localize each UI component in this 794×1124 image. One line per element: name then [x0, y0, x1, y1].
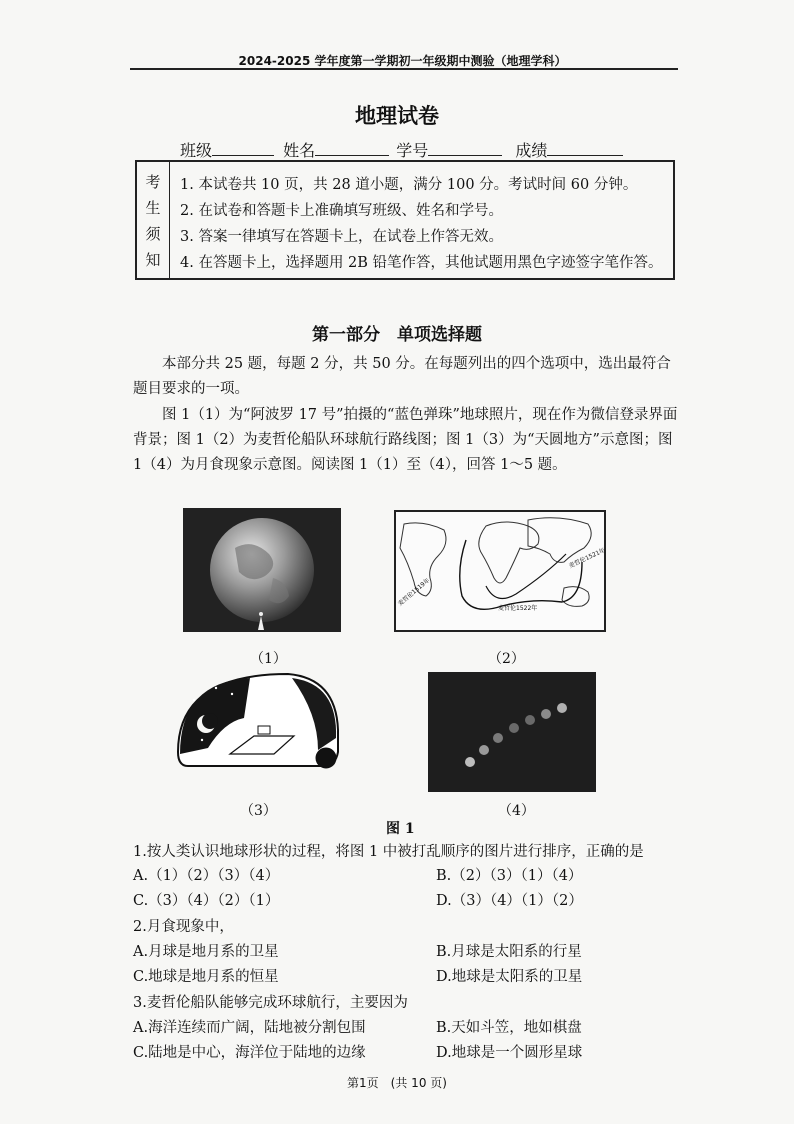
moon-phase	[509, 723, 519, 733]
notice-item: 2. 在试卷和答题卡上准确填写班级、姓名和学号。	[180, 203, 503, 219]
student-id-blank	[428, 141, 502, 156]
section-title: 第一部分 单项选择题	[312, 325, 482, 345]
question-3-option-a[interactable]: A.海洋连续而广阔，陆地被分割包围	[133, 1020, 366, 1036]
moon-phase	[525, 715, 535, 725]
question-2-option-c[interactable]: C.地球是地月系的恒星	[133, 969, 279, 985]
name-label: 姓名	[283, 141, 316, 160]
earth-photo-figure	[183, 508, 341, 632]
star-icon	[215, 687, 217, 689]
question-3-option-d[interactable]: D.地球是一个圆形星球	[436, 1045, 583, 1061]
star-icon	[231, 693, 233, 695]
map-frame	[395, 511, 605, 631]
notice-label-char: 须	[145, 224, 161, 243]
question-1-option-c[interactable]: C.（3）（4）（2）（1）	[133, 893, 280, 909]
notice-label-char: 考	[145, 172, 161, 191]
class-blank	[212, 141, 274, 156]
question-3-stem: 3.麦哲伦船队能够完成环球航行，主要因为	[133, 995, 408, 1011]
person-head	[259, 612, 263, 616]
notice-items	[170, 162, 673, 278]
moon-shadow	[202, 713, 218, 729]
notice-label	[137, 162, 170, 278]
figure-label-2: （2）	[488, 651, 525, 667]
notice-label-char: 生	[145, 198, 161, 217]
figure-label-3: （3）	[240, 803, 277, 819]
name-blank	[315, 141, 389, 156]
exam-notice-box	[135, 160, 675, 280]
section-instructions: 本部分共 25 题，每题 2 分，共 50 分。在每题列出的四个选项中，选出最符合题目要求的一项。	[133, 356, 671, 397]
notice-item: 3. 答案一律填写在答题卡上，在试卷上作答无效。	[180, 229, 503, 245]
figure-caption: 图 1	[386, 821, 415, 837]
score-blank	[547, 141, 623, 156]
moon-phase	[479, 745, 489, 755]
question-2-option-d[interactable]: D.地球是太阳系的卫星	[436, 969, 583, 985]
notice-item: 1. 本试卷共 10 页，共 28 道小题，满分 100 分。考试时间 60 分钟。	[180, 177, 638, 193]
tiny-house	[258, 726, 270, 734]
question-3-option-b[interactable]: B.天如斗笠，地如棋盘	[436, 1020, 582, 1036]
map-route-label-west: 麦哲伦1519年	[396, 576, 432, 608]
question-1-stem: 1.按人类认识地球形状的过程，将图 1 中被打乱顺序的图片进行排序，正确的是	[133, 844, 644, 860]
notice-item: 4. 在答题卡上，选择题用 2B 铅笔作答，其他试题用黑色字迹签字笔作答。	[180, 255, 663, 271]
moon-phase	[557, 703, 567, 713]
question-2-option-b[interactable]: B.月球是太阳系的行星	[436, 944, 582, 960]
question-2-stem: 2.月食现象中，	[133, 919, 234, 935]
student-info-row	[180, 138, 623, 161]
map-route-label-east: 麦哲伦1521年	[567, 546, 606, 570]
moon-phase	[493, 733, 503, 743]
class-label: 班级	[180, 141, 213, 160]
magellan-route-map	[394, 510, 606, 632]
question-2-option-a[interactable]: A.月球是地月系的卫星	[133, 944, 279, 960]
figure-intro: 图 1（1）为“阿波罗 17 号”拍摄的“蓝色弹珠”地球照片，现在作为微信登录界面背景；图 1（2）为麦哲伦船队环球航行路线图；图 1（3）为“天圆地方”示意图；图 1（4）为月食现象示意图。阅读图 1（1）至（4），回答 1～5 题。	[133, 407, 678, 473]
question-1-option-a[interactable]: A.（1）（2）（3）（4）	[133, 868, 280, 884]
round-sky-square-earth-figure	[172, 670, 342, 776]
page-footer: 第1页 (共 10 页)	[347, 1076, 447, 1090]
figure-label-4: （4）	[498, 803, 535, 819]
notice-label-char: 知	[145, 250, 161, 269]
lunar-eclipse-photo	[428, 672, 596, 792]
header-rule	[130, 68, 678, 70]
figure-label-1: （1）	[250, 651, 287, 667]
question-3-option-c[interactable]: C.陆地是中心，海洋位于陆地的边缘	[133, 1045, 366, 1061]
star-icon	[201, 739, 203, 741]
map-route-label-return: 麦哲伦1522年	[498, 605, 538, 612]
question-1-option-b[interactable]: B.（2）（3）（1）（4）	[436, 868, 583, 884]
page-title: 地理试卷	[355, 104, 439, 128]
moon-phase	[541, 709, 551, 719]
score-label: 成绩	[515, 141, 548, 160]
exam-header: 2024-2025 学年度第一学期初一年级期中测验（地理学科）	[238, 54, 567, 68]
student-id-label: 学号	[396, 141, 429, 160]
star-icon	[193, 699, 195, 701]
sun-icon	[316, 748, 336, 768]
question-1-option-d[interactable]: D.（3）（4）（1）（2）	[436, 893, 583, 909]
moon-phase	[465, 757, 475, 767]
